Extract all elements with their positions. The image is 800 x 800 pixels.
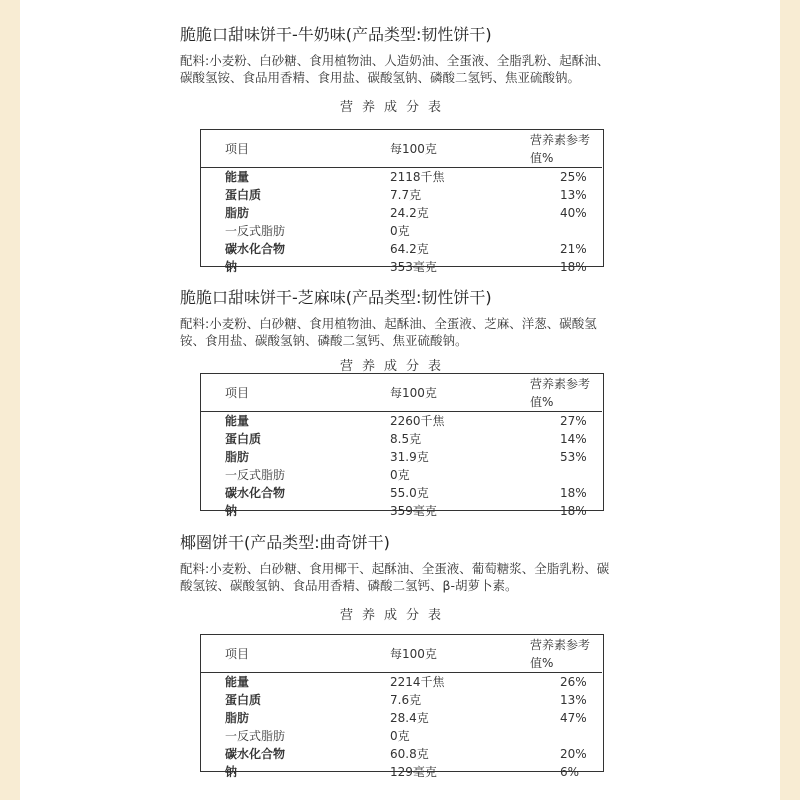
nutrition-table-sesame: [200, 375, 602, 520]
product-title: 脆脆口甜味饼干-芝麻味(产品类型:韧性饼干): [180, 288, 492, 307]
row-item: 钠: [225, 765, 238, 779]
table-caption: 营养成分表: [339, 100, 450, 115]
row-per100g: 2214千焦: [390, 675, 445, 689]
row-item: 能量: [225, 675, 250, 689]
table-row: [200, 168, 602, 187]
header-nrv: 营养素参考值%: [530, 638, 591, 670]
row-item: 一反式脂肪: [225, 729, 286, 743]
row-per100g: 0克: [390, 468, 410, 482]
nutrition-table-milk: [200, 131, 602, 276]
product-title: 椰圈饼干(产品类型:曲奇饼干): [180, 533, 390, 552]
table-row: [200, 466, 602, 484]
row-item: 钠: [225, 504, 238, 518]
row-nrv: [530, 466, 602, 484]
table-row: [200, 186, 602, 204]
table-header-row: [200, 375, 602, 412]
header-item: 项目: [225, 647, 250, 661]
row-per100g: 2118千焦: [390, 170, 445, 184]
header-item: 项目: [225, 142, 250, 156]
row-per100g: 0克: [390, 729, 410, 743]
nutrition-table-coconut: [200, 636, 602, 781]
row-nrv: 13%: [560, 693, 587, 707]
row-per100g: 8.5克: [390, 432, 422, 446]
table-row: [200, 763, 602, 781]
row-nrv: 14%: [560, 432, 587, 446]
row-item: 钠: [225, 260, 238, 274]
table-row: [200, 691, 602, 709]
product-section-milk: [180, 24, 610, 115]
row-item: 脂肪: [225, 711, 250, 725]
table-row: [200, 484, 602, 502]
table-caption: 营养成分表: [339, 608, 450, 623]
row-item: 碳水化合物: [225, 242, 286, 256]
row-per100g: 64.2克: [390, 242, 429, 256]
row-nrv: 13%: [560, 188, 587, 202]
row-nrv: 25%: [560, 170, 587, 184]
header-nrv: 营养素参考值%: [530, 377, 591, 409]
table-header-row: [200, 636, 602, 673]
row-nrv: 6%: [560, 765, 580, 779]
row-item: 蛋白质: [225, 693, 262, 707]
row-per100g: 7.7克: [390, 188, 422, 202]
row-per100g: 353毫克: [390, 260, 437, 274]
row-item: 蛋白质: [225, 188, 262, 202]
header-nrv: 营养素参考值%: [530, 133, 591, 165]
row-nrv: 40%: [560, 206, 587, 220]
row-nrv: 27%: [560, 414, 587, 428]
table-row: [200, 412, 602, 431]
table-row: [200, 240, 602, 258]
table-row: [200, 258, 602, 276]
row-item: 脂肪: [225, 206, 250, 220]
product-title: 脆脆口甜味饼干-牛奶味(产品类型:韧性饼干): [180, 25, 492, 44]
table-row: [200, 745, 602, 763]
row-item: 能量: [225, 170, 250, 184]
table-row: [200, 204, 602, 222]
table-row: [200, 709, 602, 727]
row-per100g: 55.0克: [390, 486, 429, 500]
row-per100g: 2260千焦: [390, 414, 445, 428]
table-row: [200, 448, 602, 466]
table-row: [200, 222, 602, 240]
table-row: [200, 430, 602, 448]
table-caption: 营养成分表: [339, 359, 450, 374]
product-section-sesame: [180, 287, 610, 374]
table-header-row: [200, 131, 602, 168]
row-nrv: 18%: [560, 486, 587, 500]
row-item: 脂肪: [225, 450, 250, 464]
row-per100g: 129毫克: [390, 765, 437, 779]
row-nrv: [530, 727, 602, 745]
row-per100g: 24.2克: [390, 206, 429, 220]
row-nrv: 47%: [560, 711, 587, 725]
row-nrv: 18%: [560, 260, 587, 274]
ingredients-list: 配料:小麦粉、白砂糖、食用椰干、起酥油、全蛋液、葡萄糖浆、全脂乳粉、碳酸氢铵、碳酸氢钠、食品用香精、磷酸二氢钙、β-胡萝卜素。: [180, 561, 610, 593]
table-row: [200, 502, 602, 520]
row-nrv: 20%: [560, 747, 587, 761]
row-item: 一反式脂肪: [225, 224, 286, 238]
row-item: 一反式脂肪: [225, 468, 286, 482]
row-nrv: [530, 222, 602, 240]
row-item: 碳水化合物: [225, 747, 286, 761]
row-nrv: 21%: [560, 242, 587, 256]
table-row: [200, 727, 602, 745]
row-nrv: 26%: [560, 675, 587, 689]
header-per100g: 每100克: [390, 142, 437, 156]
row-per100g: 31.9克: [390, 450, 429, 464]
row-item: 碳水化合物: [225, 486, 286, 500]
row-nrv: 53%: [560, 450, 587, 464]
header-per100g: 每100克: [390, 647, 437, 661]
row-nrv: 18%: [560, 504, 587, 518]
row-per100g: 0克: [390, 224, 410, 238]
table-row: [200, 673, 602, 692]
row-per100g: 359毫克: [390, 504, 437, 518]
ingredients-list: 配料:小麦粉、白砂糖、食用植物油、人造奶油、全蛋液、全脂乳粉、起酥油、碳酸氢铵、食品用香精、食用盐、碳酸氢钠、磷酸二氢钙、焦亚硫酸钠。: [180, 53, 610, 85]
row-per100g: 28.4克: [390, 711, 429, 725]
product-section-coconut: [180, 532, 610, 623]
row-per100g: 7.6克: [390, 693, 422, 707]
header-per100g: 每100克: [390, 386, 437, 400]
header-item: 项目: [225, 386, 250, 400]
row-item: 蛋白质: [225, 432, 262, 446]
row-per100g: 60.8克: [390, 747, 429, 761]
ingredients-list: 配料:小麦粉、白砂糖、食用植物油、起酥油、全蛋液、芝麻、洋葱、碳酸氢铵、食用盐、碳酸氢钠、磷酸二氢钙、焦亚硫酸钠。: [180, 316, 597, 348]
row-item: 能量: [225, 414, 250, 428]
